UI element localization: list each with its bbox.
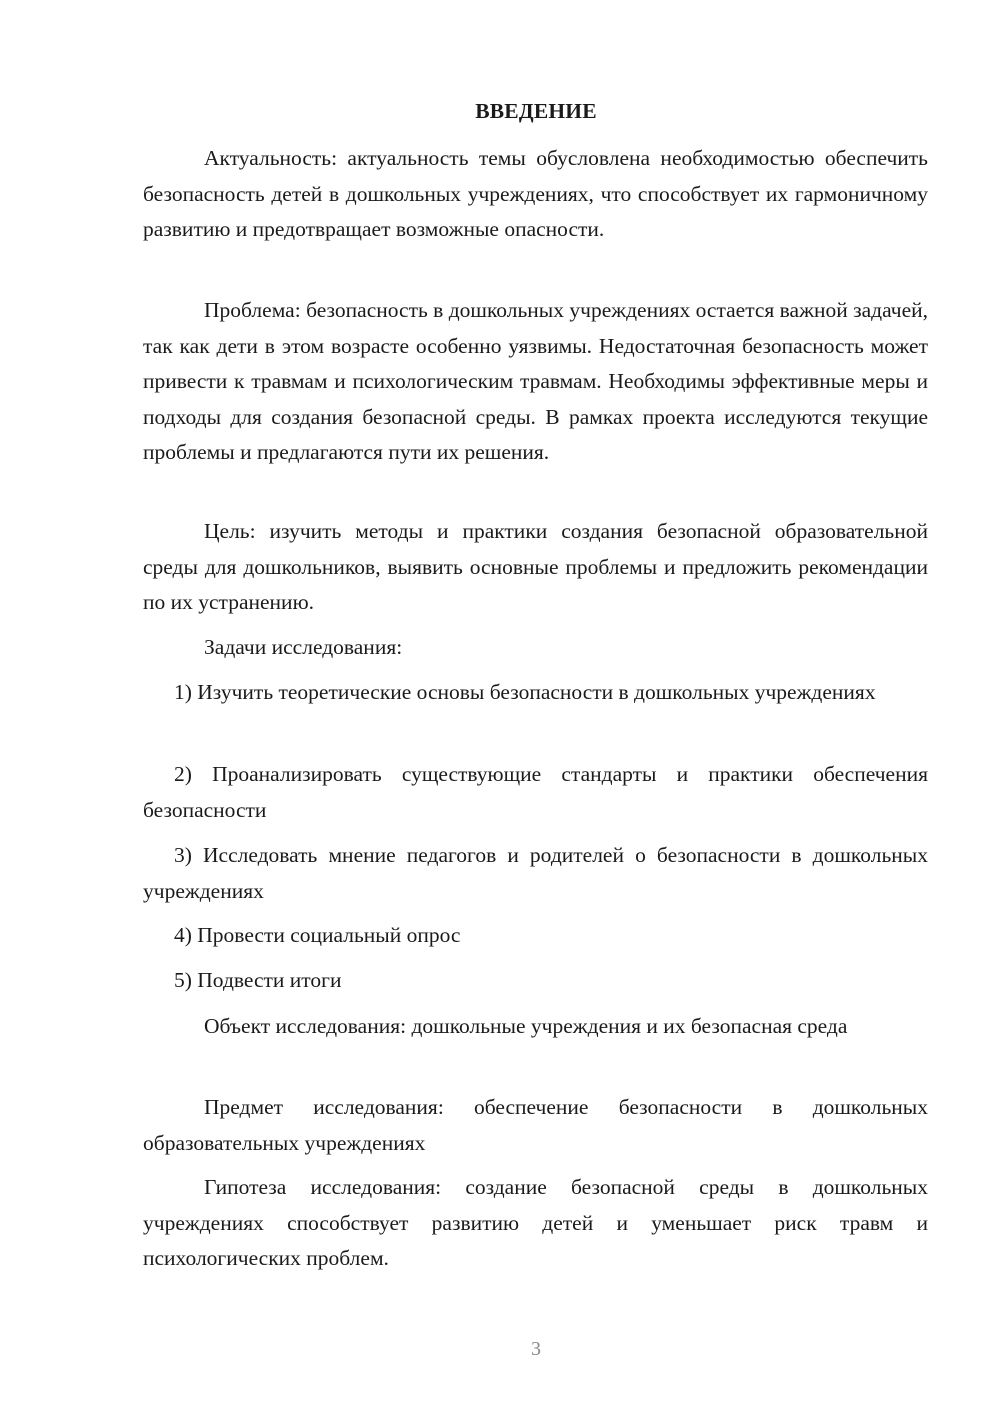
task-item-3: 3) Исследовать мнение педагогов и родителей о безопасности в дошкольных учреждениях xyxy=(143,843,928,903)
hypothesis-paragraph: Гипотеза исследования: создание безопасной среды в дошкольных учреждениях способствует развитию детей и уменьшает риск травм и психологических проблем. xyxy=(143,1175,928,1270)
task-item-5: 5) Подвести итоги xyxy=(174,968,342,992)
goal-paragraph: Цель: изучить методы и практики создания безопасной образовательной среды для дошкольников, выявить основные проблемы и предложить рекомендации по их устранению. xyxy=(143,519,928,614)
task-item-1: 1) Изучить теоретические основы безопасности в дошкольных учреждениях xyxy=(174,680,876,704)
problem-paragraph: Проблема: безопасность в дошкольных учреждениях остается важной задачей, так как дети в этом возрасте особенно уязвимы. Недостаточная безопасность может привести к травмам и психологическим травмам. Необходимы эффективные меры и подходы для создания безопасной среды. В рамках проекта исследуются текущие проблемы и предлагаются пути их решения. xyxy=(143,298,928,464)
task-item-2: 2) Проанализировать существующие стандарты и практики обеспечения безопасности xyxy=(143,762,928,822)
tasks-heading: Задачи исследования: xyxy=(204,635,403,659)
section-title: ВВЕДЕНИЕ xyxy=(475,99,597,123)
task-item-4: 4) Провести социальный опрос xyxy=(174,923,461,947)
page-number: 3 xyxy=(531,1338,541,1360)
subject-paragraph: Предмет исследования: обеспечение безопасности в дошкольных образовательных учреждениях xyxy=(143,1095,928,1155)
relevance-paragraph: Актуальность: актуальность темы обусловлена необходимостью обеспечить безопасность детей в дошкольных учреждениях, что способствует их гармоничному развитию и предотвращает возможные опасности. xyxy=(143,146,928,241)
object-paragraph: Объект исследования: дошкольные учреждения и их безопасная среда xyxy=(204,1014,848,1038)
